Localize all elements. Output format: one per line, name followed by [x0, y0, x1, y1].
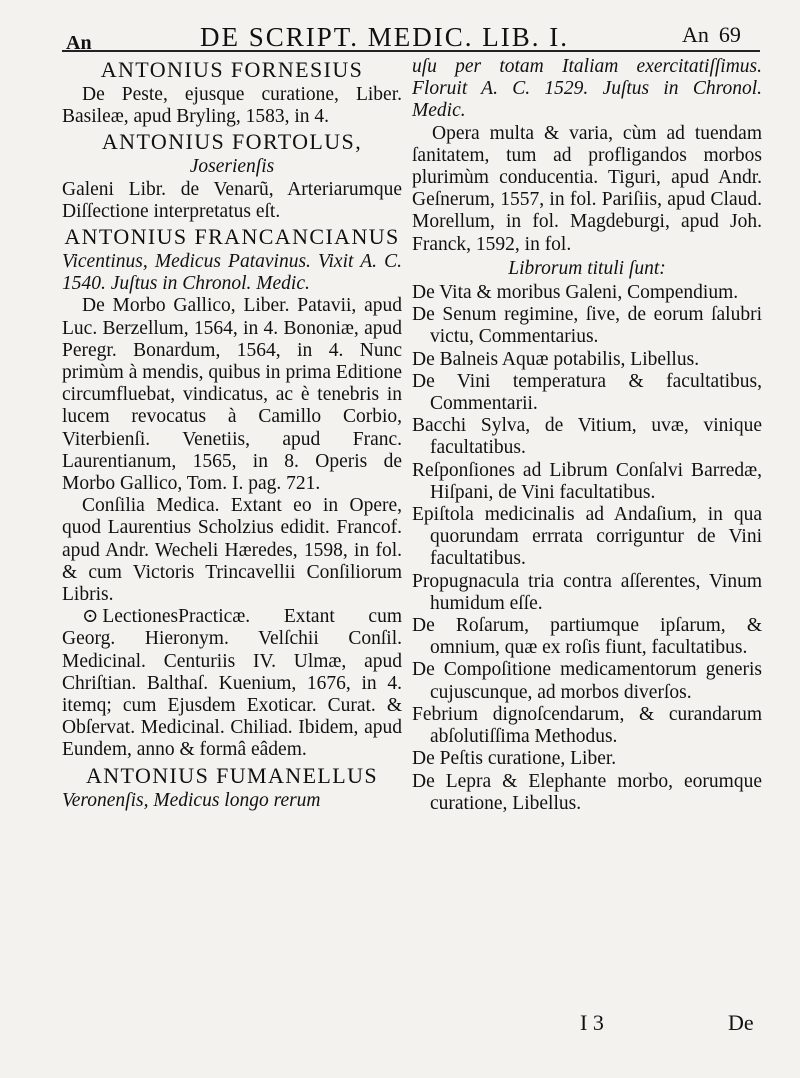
title-item: Bacchi Sylva, de Vitium, uvæ, vinique facultatibus.: [412, 415, 762, 459]
title-item: De Balneis Aquæ potabilis, Libellus.: [412, 348, 700, 370]
entry-fumanellus: [62, 764, 402, 812]
entry-paragraph: De Morbo Gallico, Liber. Patavii, apud Luc. Berzellum, 1564, in 4. Bononiæ, apud Peregr. Bonardum, 1564, in 4. Nunc primùm à mendis, quibus in prima Editione circumfluebat, vindicatus, ac è tenebris in lucem revocatus à Camillo Corbio, Viterbienſi. Venetiis, apud Franc. Laurentianum, 1565, in 8. Operis de Morbo Gallico, Tom. I. pag. 721.: [62, 295, 402, 495]
entry-heading: ANTONIUS FORTOLUS,: [101, 129, 363, 155]
entry-origin: Joserienſis: [189, 156, 275, 178]
entry-fornesius: [62, 58, 402, 128]
entry-fortolus: [62, 130, 402, 223]
entry-francancianus: [62, 225, 402, 762]
title-item: De Senum regimine, ſive, de eorum ſalubri victu, Commentarius.: [412, 304, 762, 348]
title-item: De Peſtis curatione, Liber.: [412, 748, 617, 770]
entry-note: Veronenſis, Medicus longo rerum: [62, 789, 321, 811]
entry-note: Vicentinus, Medicus Patavinus. Vixit A. C. 1540. Juſtus in Chronol. Medic.: [62, 251, 402, 295]
left-column: [62, 56, 402, 812]
title-item: De Vini temperatura & facultatibus, Commentarii.: [412, 370, 762, 415]
entry-paragraph: Conſilia Medica. Extant eo in Opere, quod Laurentius Scholzius edidit. Francof. apud Andr. Wecheli Hæredes, 1598, in fol. & cum Victoris Trincavellii Conſiliorum Libris.: [62, 495, 402, 606]
page-number: 69: [718, 22, 741, 47]
works-paragraph: Opera multa & varia, cùm ad tuendam ſanitatem, tum ad profligandos morbos plurimùm conducentia. Tiguri, apud Andr. Geſnerum, 1557, in fol. Pariſiis, apud Claud. Morellum, in fol. Magdeburgi, apud Joh. Franck, 1592, in fol.: [412, 122, 762, 255]
entry-heading: ANTONIUS FRANCANCIANUS: [64, 224, 400, 250]
right-column: [412, 56, 762, 815]
entry-body: De Peste, ejusque curatione, Liber. Basileæ, apud Bryling, 1583, in 4.: [62, 84, 402, 128]
title-item: Propugnacula tria contra aſſerentes, Vinum humidum eſſe.: [412, 570, 762, 614]
entry-body: Galeni Libr. de Venarũ, Arteriarumque Diſſectione interpretatus eſt.: [62, 178, 402, 222]
running-head-right: [682, 22, 741, 48]
entry-heading: ANTONIUS FORNESIUS: [100, 57, 364, 82]
running-head: [0, 14, 800, 54]
title-item: De Lepra & Elephante morbo, eorumque curatione, Libellus.: [412, 770, 762, 814]
entry-marked-paragraph: ⊙ LectionesPracticæ. Extant cum Georg. Hieronym. Velſchii Conſil. Medicinal. Centuriis IV. Ulmæ, apud Chriſtian. Balthaſ. Kuenium, 1676, in 4. itemq; cum Ejusdem Exoticar. Curat. & Obſervat. Medicinal. Chiliad. Ibidem, apud Eundem, anno & formâ eâdem.: [62, 606, 402, 761]
title-item: Epiſtola medicinalis ad Andaſium, in qua quorundam errrata corriguntur de Vini facultatibus.: [412, 504, 762, 570]
running-head-title: DE SCRIPT. MEDIC. LIB. I.: [200, 22, 570, 52]
running-head-right-word: An: [682, 22, 709, 47]
titles-heading: Librorum tituli ſunt:: [508, 257, 666, 279]
signature-mark: I 3: [580, 1010, 604, 1035]
continued-note: uſu per totam Italiam exercitatiſſimus. Floruit A. C. 1529. Juſtus in Chronol. Medic.: [412, 56, 762, 122]
head-rule: [62, 50, 760, 52]
entry-heading: ANTONIUS FUMANELLUS: [85, 762, 379, 788]
title-item: De Compoſitione medicamentorum generis cujuscunque, ad morbos diverſos.: [412, 659, 762, 703]
title-item: Febrium dignoſcendarum, & curandarum abſolutiſſima Methodus.: [412, 703, 762, 748]
running-head-left: An: [66, 32, 92, 54]
title-item: De Vita & moribus Galeni, Compendium.: [412, 282, 739, 304]
title-item: Reſponſiones ad Librum Conſalvi Barredæ, Hiſpani, de Vini facultatibus.: [412, 459, 762, 503]
titles-list: [412, 282, 762, 815]
catchword: De: [728, 1010, 754, 1035]
title-item: De Roſarum, partiumque ipſarum, & omnium, quæ ex roſis fiunt, facultatibus.: [412, 615, 762, 659]
